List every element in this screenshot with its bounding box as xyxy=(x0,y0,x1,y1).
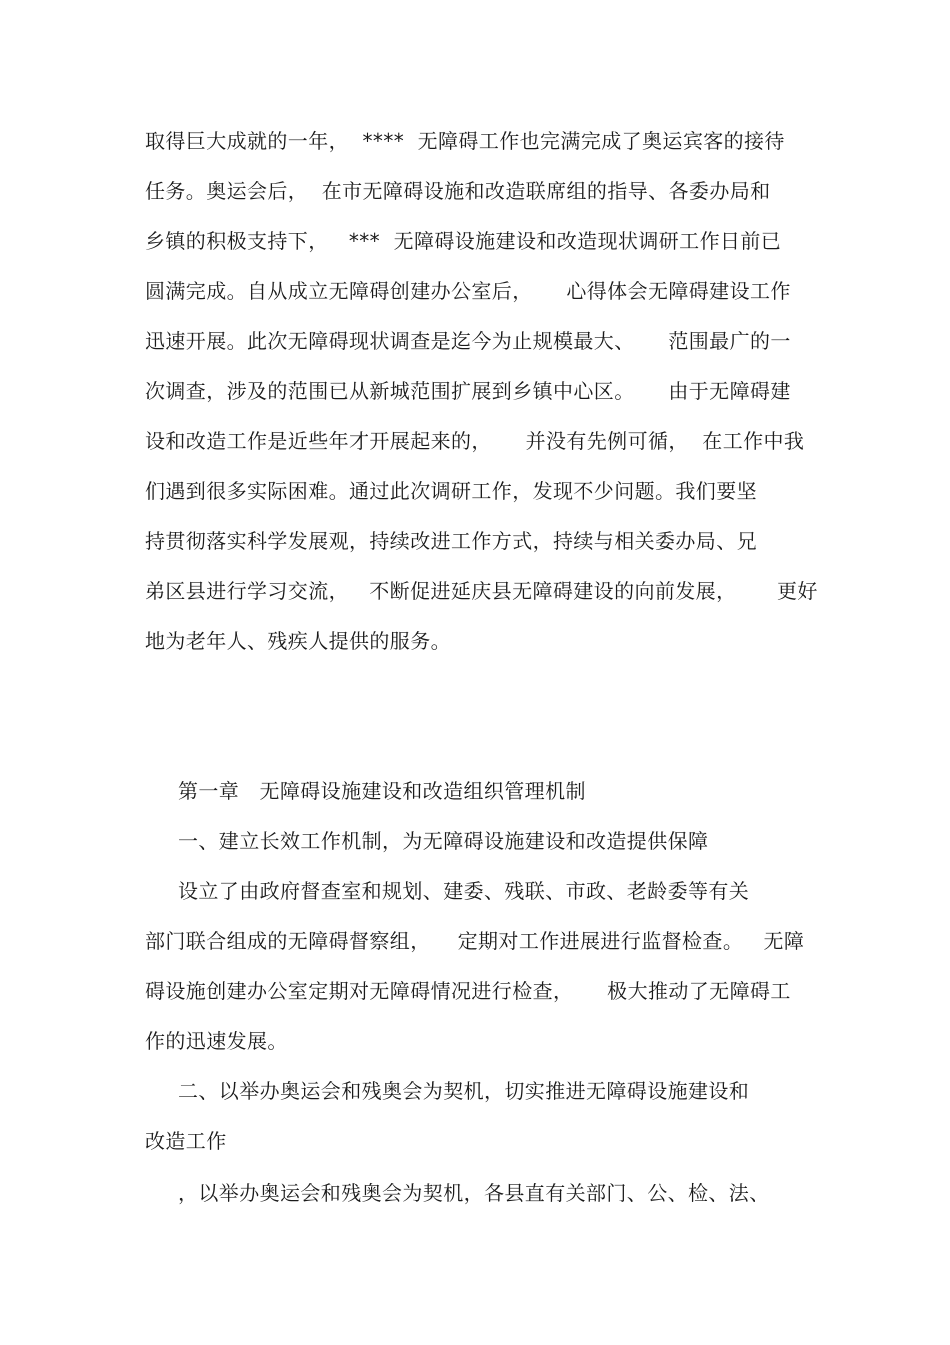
text-line: 乡镇的积极支持下， *** 无障碍设施建设和改造现状调研工作日前已 xyxy=(145,229,782,253)
text-line: 改造工作 xyxy=(145,1129,227,1153)
text-line: 们遇到很多实际困难。通过此次调研工作，发现不少问题。我们要坚 xyxy=(145,479,757,503)
text-line: 地为老年人、残疾人提供的服务。 xyxy=(145,629,451,653)
text-line: 部门联合组成的无障碍督察组， 定期对工作进展进行监督检查。 无障 xyxy=(145,929,805,953)
text-line: ，以举办奥运会和残奥会为契机，各县直有关部门、公、检、法、 xyxy=(178,1181,770,1205)
text-line: 二、以举办奥运会和残奥会为契机，切实推进无障碍设施建设和 xyxy=(178,1079,750,1103)
text-line: 设和改造工作是近些年才开展起来的， 并没有先例可循， 在工作中我 xyxy=(145,429,805,453)
text-line: 设立了由政府督查室和规划、建委、残联、市政、老龄委等有关 xyxy=(178,879,750,903)
chapter-title: 第一章 无障碍设施建设和改造组织管理机制 xyxy=(178,779,586,803)
text-line: 迅速开展。此次无障碍现状调查是迄今为止规模最大、 范围最广的一 xyxy=(145,329,791,353)
section-heading: 一、建立长效工作机制，为无障碍设施建设和改造提供保障 xyxy=(178,829,709,853)
text-line: 持贯彻落实科学发展观，持续改进工作方式，持续与相关委办局、兄 xyxy=(145,529,757,553)
text-line: 取得巨大成就的一年， **** 无障碍工作也完满完成了奥运宾客的接待 xyxy=(145,129,785,153)
text-line: 碍设施创建办公室定期对无障碍情况进行检查， 极大推动了无障碍工 xyxy=(145,979,791,1003)
text-line: 任务。奥运会后， 在市无障碍设施和改造联席组的指导、各委办局和 xyxy=(145,179,771,203)
text-line: 弟区县进行学习交流， 不断促进延庆县无障碍建设的向前发展， 更好 xyxy=(145,579,818,603)
text-line: 作的迅速发展。 xyxy=(145,1029,288,1053)
text-line: 圆满完成。自从成立无障碍创建办公室后， 心得体会无障碍建设工作 xyxy=(145,279,791,303)
text-line: 次调查，涉及的范围已从新城范围扩展到乡镇中心区。 由于无障碍建 xyxy=(145,379,791,403)
